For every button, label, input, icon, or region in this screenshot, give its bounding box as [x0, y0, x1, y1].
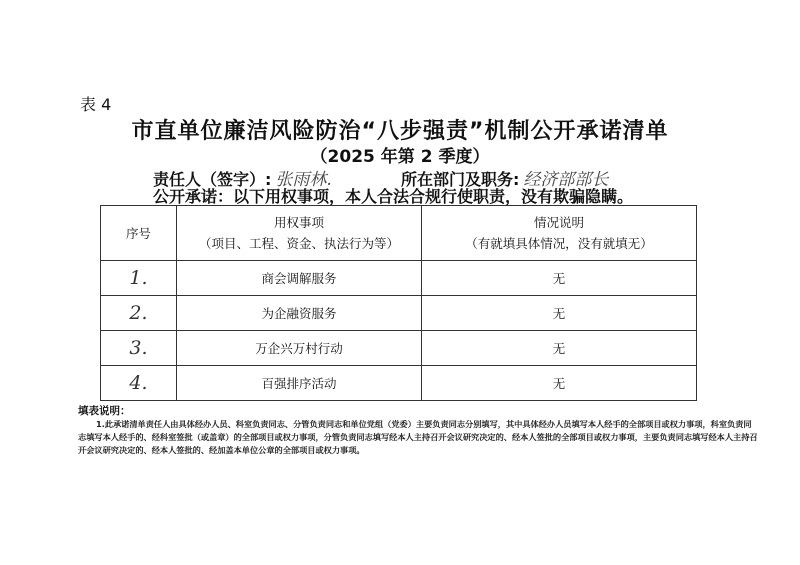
- table-row: [101, 261, 697, 296]
- header-power-items: [177, 206, 422, 261]
- header-power-sub: （项目、工程、资金、执法行为等）: [198, 236, 399, 251]
- department-value: 经济部部长: [523, 170, 609, 190]
- row-status: 无: [422, 331, 697, 366]
- row-item: 商会调解服务: [177, 261, 422, 296]
- table-row: [101, 296, 697, 331]
- notes-heading: 填表说明：: [78, 405, 131, 417]
- header-seq: 序号: [101, 206, 177, 261]
- table-label: 表 4: [80, 95, 112, 114]
- row-seq: 4.: [129, 372, 148, 394]
- table-row: [101, 366, 697, 401]
- row-seq: 1.: [129, 267, 148, 289]
- row-status: 无: [422, 296, 697, 331]
- header-status-title: 情况说明: [533, 215, 584, 230]
- row-item: 万企兴万村行动: [177, 331, 422, 366]
- department-label: 所在部门及职务:: [401, 170, 520, 189]
- document-title: 市直单位廉洁风险防治“八步强责”机制公开承诺清单: [131, 119, 669, 144]
- commitment-table: [100, 205, 697, 401]
- notes-text: 1.此承诺清单责任人由具体经办人员、科室负责同志、分管负责同志和单位党组（党委）主要负责同志分别填写，其中具体经办人员填写本人经手的全部项目或权力事项，科室负责同志填写本人经手的、经科室签批（或盖章）的全部项目或权力事项，分管负责同志填写经本人主持召开会议研究决定的、经本人签批的全部项目或权力事项，主要负责同志填写经本人主持召开会议研究决定的、经本人签批的、经加盖本单位公章的全部项目或权力事项。: [78, 419, 758, 455]
- header-power-title: 用权事项: [273, 215, 324, 230]
- responsible-signature: 张雨林.: [275, 170, 332, 190]
- row-item: 百强排序活动: [177, 366, 422, 401]
- header-status-sub: （有就填具体情况，没有就填无）: [465, 236, 653, 251]
- public-promise: 公开承诺：以下用权事项，本人合法合规行使职责，没有欺骗隐瞒。: [153, 187, 634, 206]
- responsible-label: 责任人（签字）:: [153, 170, 272, 189]
- row-seq: 2.: [129, 302, 148, 324]
- document-subtitle: （2025 年第 2 季度）: [310, 147, 490, 167]
- row-item: 为企融资服务: [177, 296, 422, 331]
- header-status: [422, 206, 697, 261]
- table-header-row: [101, 206, 697, 261]
- notes-body: [78, 418, 758, 457]
- table-row: [101, 331, 697, 366]
- row-seq: 3.: [129, 337, 148, 359]
- row-status: 无: [422, 261, 697, 296]
- row-status: 无: [422, 366, 697, 401]
